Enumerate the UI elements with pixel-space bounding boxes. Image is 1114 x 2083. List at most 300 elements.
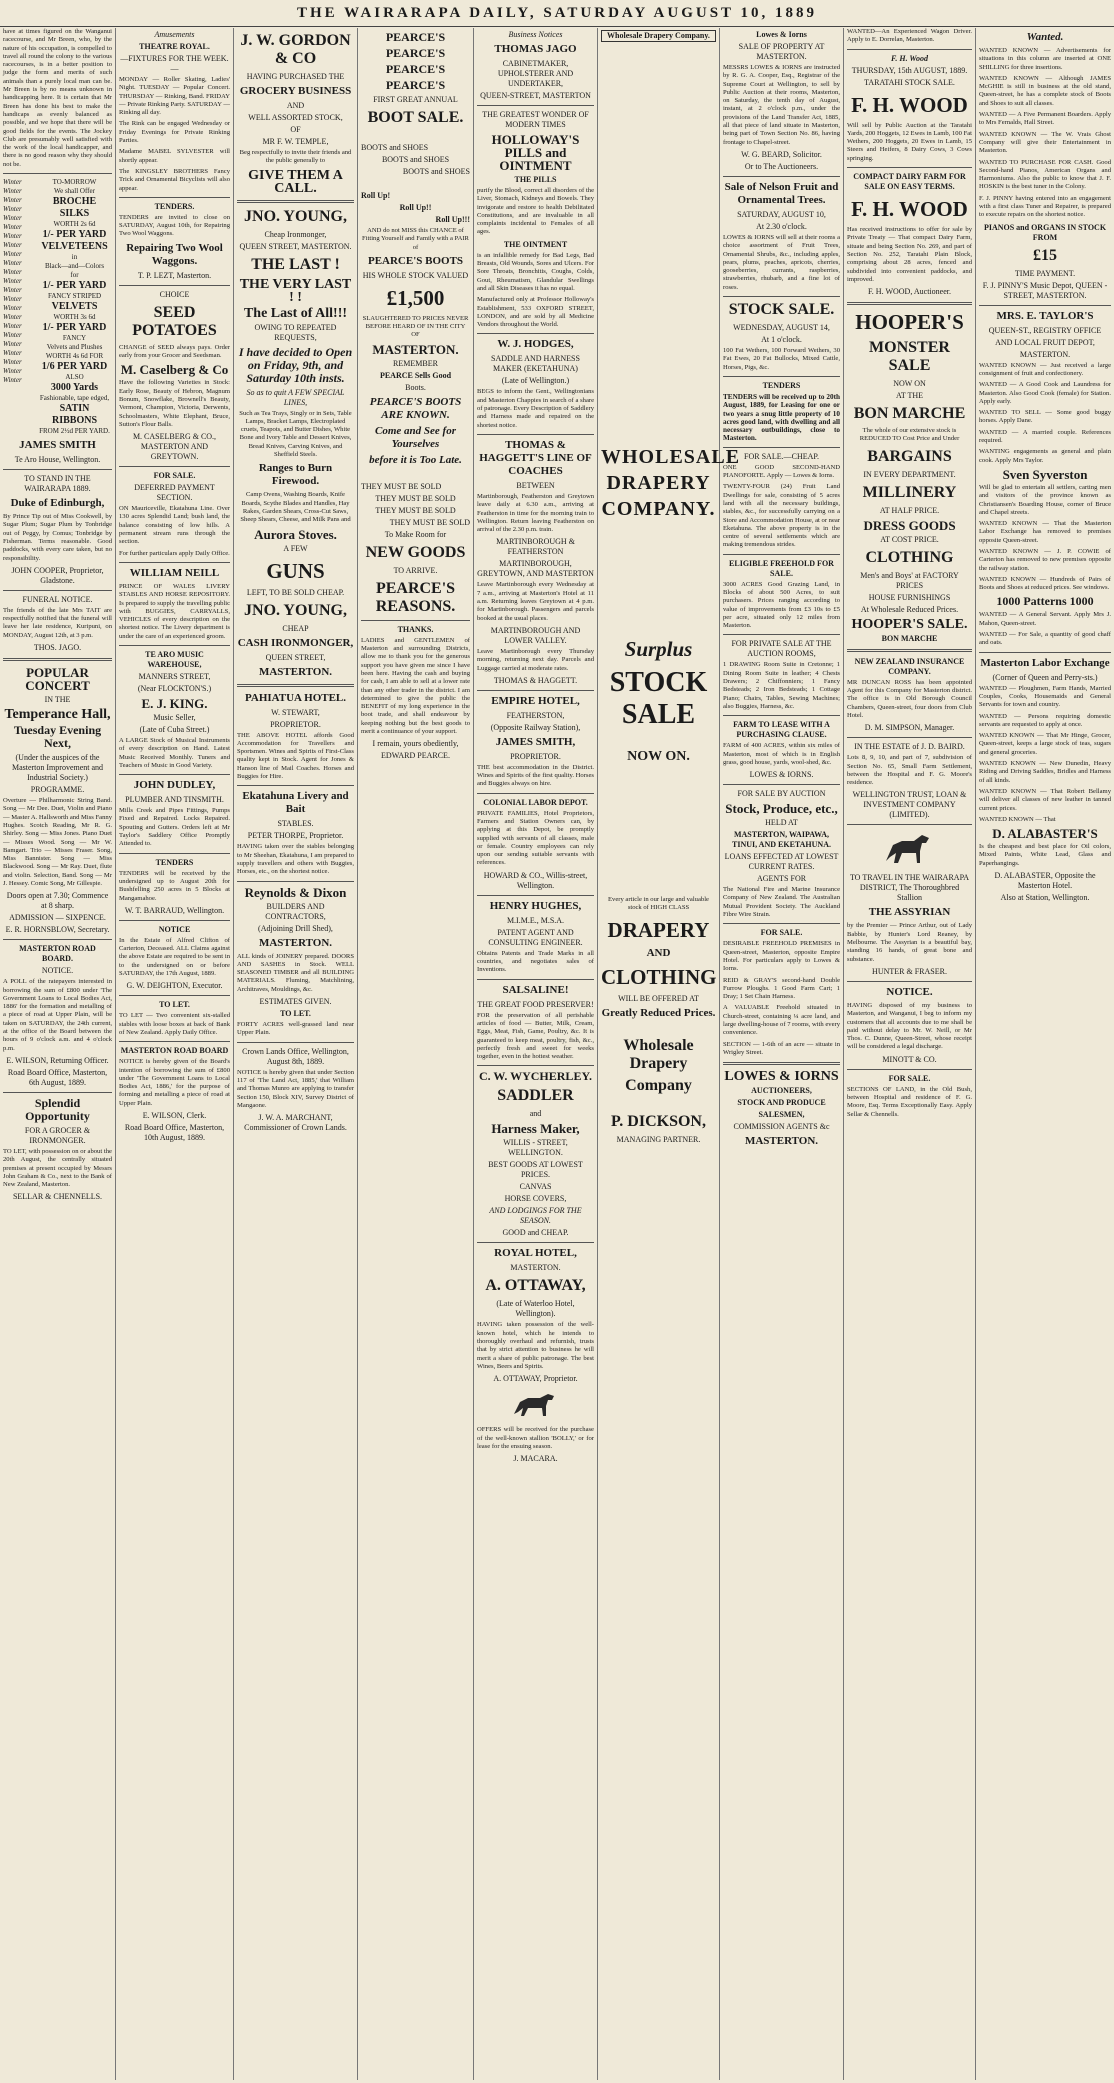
empire-sub: FEATHERSTON,	[506, 710, 565, 720]
wanted-4: WANTED KNOWN — The W. Vrais Ghost Company will give their Entertainment in Masterton.	[979, 130, 1111, 155]
winter-label: Winter	[3, 187, 22, 196]
dudley-heading: JOHN DUDLEY,	[133, 779, 216, 792]
column-4	[358, 28, 474, 2080]
wanted-13: WANTED KNOWN — J. P. COWIE of Carterton has removed to new premises opposite the railway station.	[979, 547, 1111, 572]
dudley-text: Mills Creek and Pipes Fittings, Pumps Fixed and Repaired. Locks Repaired. Spouting and Gutters. Orders left at Mr Taylor's Saddlery Office Promptly Attended to.	[119, 807, 230, 848]
theatre-text-3: Madame MABEL SYLVESTER will shortly appear.	[119, 148, 230, 164]
notice-heading: NOTICE.	[886, 985, 933, 998]
li-sale-heading: SALE OF PROPERTY AT MASTERTON.	[738, 42, 825, 61]
livery-text: HAVING taken over the stables belonging to Mr Sheehan, Ekatahuna, I am prepared to supply travellers and others with Buggies, Horses, etc., on the shortest notice.	[237, 843, 354, 876]
stock-item: 3000 Yards	[50, 382, 99, 394]
hotel-heading: PAHIATUA HOTEL.	[244, 691, 347, 704]
wanted-20: WANTED KNOWN — New Dunedin, Heavy Riding and Driving Saddles, Bridles and Harness of all kinds.	[979, 760, 1111, 784]
li-sig: LOWES & IORNS.	[749, 770, 814, 780]
horse-icon	[847, 829, 972, 869]
boots-shoes-2: BOOTS and SHOES	[381, 155, 450, 164]
empire-heading: EMPIRE HOTEL,	[491, 694, 580, 707]
stock-item: 1/6 PER YARD	[41, 361, 108, 373]
fh-big-2: F. H. WOOD	[851, 197, 968, 222]
concert-date: Tuesday Evening Next,	[13, 723, 102, 751]
king-text: A LARGE Stock of Musical Instruments of every description on Hand. Latest Music Received Monthly. Tuners and Teachers of Music in Good Variety.	[119, 736, 230, 769]
winter-label: Winter	[3, 259, 22, 268]
farm-heading: FARM TO LEASE WITH A PURCHASING CLAUSE.	[733, 720, 830, 740]
coach-by: THOMAS & HAGGETT.	[493, 675, 578, 685]
stallion-text: By Prince Tip out of Miss Cookwell, by Sugar Plum; Sugar Plum by Tonbridge out of Peggy, by Comus; Tonbridge by Fisherman. Terms reasonable. Good paddocks, with every care taken, but no responsibility.	[3, 513, 112, 562]
wycherley-and: and	[529, 1109, 542, 1119]
gordon-text-6: MR F. W. TEMPLE,	[262, 137, 329, 146]
half-price: AT HALF PRICE.	[879, 505, 940, 515]
winter-list	[3, 178, 37, 436]
caselberg-text: Have the following Varieties in Stock: Early Rose, Beauty of Hebron, Magnum Bonum, Snowflake, Brownell's Beauty, Vermont, Champion, Victoria, Derwents, Schoolmasters, White Elephant, Bruce, Sutton's Flour Balls.	[119, 379, 230, 428]
roll-up-3: Roll Up!!!	[435, 215, 470, 224]
li-header: Lowes & Iorns	[756, 30, 807, 39]
bon-marche-2: BON MARCHE	[881, 633, 938, 643]
wanted-7: WANTED KNOWN — Just received a large consignment of fruit and confectionery.	[979, 361, 1111, 377]
friday-text: I have decided to Open on Friday, 9th, and Saturday 10th insts.	[238, 344, 353, 385]
for-sale-text-2: For further particulars apply Daily Office.	[119, 549, 230, 557]
column-5	[474, 28, 598, 2080]
winter-label: Winter	[3, 367, 22, 376]
come-see: Come and See for Yourselves	[375, 424, 456, 450]
li-sale-text: MESSRS LOWES & IORNS are instructed by R. G. A. Cooper, Esq., Registrar of the Supreme Court at Wellington, to sell by Public Auction at their rooms, Masterton, on Saturday, the tenth day of August, instant, at 2 o'clock p.m., under the provisions of the Land Transfer Act, 1885, all that piece of land situate in Masterton, being part of Town Section No. 86, having frontage to Chapel-street.	[723, 64, 840, 146]
music-sub: MANNERS STREET,	[138, 671, 211, 681]
salsaline-sub: THE GREAT FOOD PRESERVER!	[477, 999, 594, 1009]
crown-by: J. W. A. MARCHANT, Commissioner of Crown Lands.	[244, 1113, 347, 1133]
drapery: DRAPERY	[607, 917, 710, 942]
concert-in: IN THE	[44, 695, 71, 705]
masthead-title: THE WAIRARAPA DAILY, SATURDAY AUGUST 10, 1889	[296, 4, 818, 21]
wanted-8: WANTED — A Good Cook and Laundress for Masterton. Also Good Cook (female) for Station. Apply early.	[979, 381, 1111, 405]
held-at: HELD AT	[765, 818, 798, 828]
li-big: LOWES & IORNS	[724, 1069, 839, 1085]
hooper-sale: HOOPER'S SALE.	[851, 616, 968, 632]
column-9	[976, 28, 1114, 2080]
winter-label: Winter	[3, 376, 22, 385]
james-smith-address: Te Aro House, Wellington.	[14, 455, 101, 465]
travel-name: THE ASSYRIAN	[868, 906, 951, 919]
stock-item: 1/- PER YARD	[42, 280, 107, 292]
hodges-sub: SADDLE AND HARNESS MAKER (EKETAHUNA)	[491, 354, 580, 374]
gordon-text-3: AND	[286, 101, 305, 110]
concert-venue: Temperance Hall,	[4, 707, 111, 723]
alabaster-location: Also at Station, Wellington.	[1000, 893, 1090, 902]
stock-item: FROM 2½d PER YARD.	[39, 427, 110, 436]
livery-sub: STABLES.	[277, 819, 314, 829]
concert-secretary: E. R. HORNSBLOW, Secretary.	[5, 925, 110, 935]
dudley-sub: PLUMBER AND TINSMITH.	[125, 795, 224, 805]
private-heading: FOR PRIVATE SALE AT THE AUCTION ROOMS,	[731, 639, 832, 659]
neill-heading: WILLIAM NEILL	[129, 566, 220, 579]
thanks-heading: THANKS.	[397, 624, 434, 634]
monster-sale: MONSTER SALE	[869, 339, 950, 375]
young2-sub: CHEAP	[282, 623, 309, 633]
stock-item: WORTH 3s 6d	[53, 313, 96, 322]
concert-auspices: (Under the auspices of the Masterton Improvement and Industrial Society.)	[11, 753, 104, 783]
stock-item: FANCY	[62, 334, 87, 343]
roll-up-2: Roll Up!!	[399, 203, 432, 212]
theatre-heading: THEATRE ROYAL.	[139, 42, 210, 51]
winter-label: Winter	[3, 286, 22, 295]
wanted-14: WANTED KNOWN — Hundreds of Pairs of Boots and Shoes at reduced prices. See windows.	[979, 575, 1111, 592]
winter-label: Winter	[3, 232, 22, 241]
syverston-heading: Sven Syverston	[1002, 466, 1088, 482]
li-town: MASTERTON.	[744, 1135, 819, 1148]
dickson-name: P. DICKSON,	[611, 1112, 706, 1130]
empire-name: JAMES SMITH,	[495, 735, 576, 748]
private-text: 1 DRAWING Room Suite in Cretonne; 1 Dining Room Suite in leather; 4 Chests Drawers; 2 Chiffonniers; 1 Fancy Bedsteads; 2 Iron Bedsteads; 1 Cottage Piano; Chairs, Tables, Sewing Machines; also Buggies, Harness, &c.	[723, 661, 840, 710]
fh-date: THURSDAY, 15th AUGUST, 1889.	[851, 65, 968, 75]
stock-sale-heading: STOCK SALE.	[728, 301, 835, 319]
gordon-heading: J. W. GORDON & CO	[240, 32, 351, 67]
concert-programme: PROGRAMME.	[30, 785, 85, 795]
sale-text: SECTIONS OF LAND, in the Old Bush, between Hospital and residence of F. G. Moore, Esq. Terms Exceptionally Easy. Apply Sellar & Chennells.	[847, 1085, 972, 1118]
concert-admission: ADMISSION — SIXPENCE.	[9, 913, 106, 923]
road2-text: NOTICE is hereby given of the Board's intention of borrowing the sum of £800 under 'The Government Loans to Local Bodies Act, 1886,' for the purpose of forming and metalling a piece of road at Upper Plain.	[119, 1058, 230, 1107]
taylor-heading: MRS. E. TAYLOR'S	[996, 309, 1094, 322]
nelson-heading: Sale of Nelson Fruit and Ornamental Trees.	[724, 180, 839, 206]
li-sale-auct: Or to The Auctioneers.	[744, 161, 819, 171]
tenders2-heading: TENDERS	[155, 857, 194, 867]
hotel-text: THE ABOVE HOTEL affords Good Accommodation for Travellers and Sportsmen. Wines and Spirits of First-Class quality kept in Stock. Agent for Jones & Hanson line of Mail Coaches. Horses and Buggies for Hire.	[237, 731, 354, 781]
li-commission: COMMISSION AGENTS &c	[733, 1122, 830, 1132]
piano-price: £15	[1033, 246, 1057, 264]
king-sub: Music Seller,	[153, 712, 196, 722]
young2-heading: JNO. YOUNG,	[244, 601, 347, 619]
to-let-heading: TO LET.	[159, 1000, 190, 1010]
road-board-notice: NOTICE.	[41, 966, 74, 976]
stock-item: ALSO	[65, 373, 84, 382]
theatre-text-2: The Rink can be engaged Wednesday or Friday Evenings for Private Rinking Parties.	[119, 120, 230, 145]
remember: REMEMBER	[393, 358, 438, 368]
jago-sub: CABINETMAKER, UPHOLSTERER AND UNDERTAKER,	[497, 59, 574, 88]
concert-doors: Doors open at 7.30; Commence at 8 sharp.	[6, 891, 109, 911]
compact-heading: COMPACT DAIRY FARM FOR SALE ON EASY TERMS.	[853, 172, 966, 192]
pianos-heading: PIANOS and ORGANS IN STOCK FROM	[983, 222, 1107, 242]
gordon-text-4: WELL ASSORTED STOCK,	[248, 113, 343, 122]
notice-heading: NOTICE	[158, 924, 191, 934]
labor-heading: Masterton Labor Exchange	[980, 656, 1110, 669]
winter-label: Winter	[3, 322, 22, 331]
stock-sale-date: WEDNESDAY, AUGUST 14,	[733, 323, 830, 333]
pearce-reasons: PEARCE'S REASONS.	[375, 579, 456, 615]
pearce-name: EDWARD PEARCE.	[381, 751, 450, 761]
li-sale-by: W. G. BEARD, Solicitor.	[741, 149, 822, 159]
young-sub: Cheap Ironmonger,	[264, 229, 327, 239]
splendid-opportunity: Splendid Opportunity	[25, 1095, 90, 1123]
winter-label: Winter	[3, 340, 22, 349]
road-board-date: Road Board Office, Masterton, 6th August, 1889.	[7, 1067, 108, 1087]
jago-heading: THOMAS JAGO	[494, 43, 577, 55]
winter-label: Winter	[3, 331, 22, 340]
cost-price: AT COST PRICE.	[880, 534, 939, 544]
wanted-5: WANTED TO PURCHASE FOR CASH. Good Second-hand Pianos, American Organs and Harmoniums. Also the public to know that J. F. HOSKIN is the best tuner in the Colony.	[979, 158, 1111, 191]
greatly-reduced: Greatly Reduced Prices.	[601, 1006, 716, 1019]
guns-heading: GUNS	[266, 558, 325, 583]
alabaster-sig: D. ALABASTER, Opposite the Masterton Hotel.	[994, 871, 1096, 890]
fh-big: F. H. WOOD	[851, 92, 968, 117]
pills-heading: THE PILLS	[514, 175, 557, 184]
splendid-text: TO LET, with possession on or about the 20th August, the centrally situated premises at present occupied by Messrs John Graham & Co., next to the Bank of New Zealand, Masterton.	[3, 1147, 112, 1189]
agents-text: The National Fire and Marine Insurance Company of New Zealand. The Australian Mutual Provident Society. The Auckland Fibre Wire Strain.	[723, 886, 840, 919]
king-heading: E. J. KING.	[141, 695, 208, 711]
ad-james-smith	[3, 178, 112, 436]
clothing-label: CLOTHING	[865, 548, 954, 566]
coach-route: MARTINBOROUGH & FEATHERSTON	[496, 537, 575, 557]
few-label: A FEW	[283, 543, 308, 553]
wanted-22: WANTED KNOWN — That	[979, 815, 1056, 823]
guns-sub: LEFT, TO BE SOLD CHEAP.	[246, 587, 345, 597]
notice-sig: MINOTT & CO.	[882, 1054, 937, 1064]
last-2: THE VERY LAST ! !	[239, 276, 352, 305]
splendid-sub: FOR A GROCER & IRONMONGER.	[24, 1125, 91, 1145]
boot-sale: BOOT SALE.	[367, 109, 464, 126]
taylor-sub: QUEEN-ST., REGISTRY OFFICE	[988, 325, 1102, 335]
wanted-2: WANTED KNOWN — Although JAMES McGHIE is still in business at the old stand, Queen-street, he has a complete stock of Boots and Shoes to suit all classes.	[979, 74, 1111, 107]
coach-route-2: MARTINBOROUGH, GREYTOWN, AND MASTERTON	[477, 559, 594, 579]
column-1	[0, 28, 116, 2080]
wanted-3: WANTED — A Five Permanent Boarders. Apply to Mrs Fernalds, Hall Street.	[979, 111, 1111, 127]
travel-text: by the Premier — Prince Arthur, out of Lady Babbie, by Hunter's Lord Reaney, by Melbourne. The Assyrian is a beautiful bay, standing 16 hands, of great bone and substance.	[847, 922, 972, 963]
stock-item: BROCHE SILKS	[52, 196, 97, 220]
pinny-depot: F. J. PINNY'S Music Depot, QUEEN - STREET, MASTERTON.	[982, 280, 1108, 300]
boots-shoes-1: BOOTS and SHOES	[361, 143, 429, 152]
reynolds-heading: Reynolds & Dixon	[244, 884, 347, 900]
theatre-sub: —FIXTURES FOR THE WEEK.—	[120, 54, 229, 73]
caselberg-heading: M. Caselberg & Co	[120, 362, 229, 378]
stock-item: for	[70, 271, 79, 280]
for-sale-text: ON Mauriceville, Ekatahuna Line. Over 130 acres Splendid Land; bush land, the balance consisting of low hills. A permanent stream runs through the section.	[119, 505, 230, 546]
amusements-heading: Amusements	[154, 30, 195, 39]
column-8	[844, 28, 976, 2080]
gordon-text-5: OF	[290, 125, 301, 134]
winter-label: Winter	[3, 304, 22, 313]
eligible-heading: ELIGIBLE FREEHOLD FOR SALE.	[729, 558, 834, 578]
new-goods: NEW GOODS	[365, 543, 466, 561]
ottaway-name: A. OTTAWAY,	[485, 1277, 586, 1295]
young-sub-2: QUEEN STREET, MASTERTON.	[239, 241, 352, 251]
gordon-text: HAVING PURCHASED THE	[246, 72, 345, 81]
estate-heading: IN THE ESTATE of J. D. BAIRD.	[854, 742, 965, 752]
li-stock: STOCK AND PRODUCE	[737, 1098, 826, 1108]
pills-text: purify the Blood, correct all disorders of the Liver, Stomach, Kidneys and Bowels. They invigorate and restore to health Debilitated Constitutions, and are invaluable in all complaints incidental to Females of all ages.	[477, 187, 594, 236]
stock-item: TO-MORROW	[52, 178, 97, 187]
whole-stock: HIS WHOLE STOCK VALUED	[362, 270, 469, 280]
stock-item: WORTH 4s 6d FOR	[45, 352, 104, 361]
wanted-17: WANTED — Ploughmen, Farm Hands, Married Couples, Cooks, Housemaids and General Servants for town and country.	[979, 684, 1111, 709]
miss-chance: AND do not MISS this CHANCE of Fitting Yourself and Family with a PAIR of	[362, 227, 469, 251]
wycherley-good: GOOD and CHEAP.	[502, 1228, 569, 1238]
lease-text: TENDERS will be received up to 20th August, 1889, for Leasing for one or two years a snug little property of 10 acres good land, with dwelling and all necessary outbuildings, close to Masterton.	[723, 392, 840, 443]
taylor-sub-3: MASTERTON.	[1019, 349, 1071, 359]
wycherley-heading: C. W. WYCHERLEY.	[478, 1069, 593, 1084]
stock-item: VELVETS	[51, 301, 98, 313]
boots-shoes-3: BOOTS and SHOES	[402, 167, 470, 176]
wanted-19: WANTED KNOWN — That Mr Hinge, Grocer, Queen-street, keeps a large stock of teas, sugars and general groceries.	[979, 732, 1111, 756]
news-story: have at times figured on the Wanganui racecourse, and Mr Breen, who, by the nature of his occupation, is compelled to travel all round the colony to the various racecourses, is in a better position to judge the form and merits of such animals than a purely local man can be. Mr Breen is by no means unknown in handicapping here. It is certain that Mr Breen has done his best to make the handicaps as evenly balanced as possible, and we hope that there will be good fields for the events. The Jockey Club are presumably well satisfied with the work of the local handicapper, and there is no good reason why they should not be.	[3, 28, 112, 168]
coach-text: Martinborough, Featherston and Greytown leave daily at 6.30 a.m., arriving at Featherston in time for the morning train to Wellington. Return leaving Featherston on arrival of the 2.30 p.m. train.	[477, 492, 594, 534]
pearce-heading-3: PEARCE'S	[385, 62, 446, 76]
valuable-text: A VALUABLE Freehold situated in Church-street, containing ¼ acre land, and large dwelling-house of 7 rooms, with every convenience.	[723, 1004, 840, 1037]
road2-by: E. WILSON, Clerk.	[142, 1111, 207, 1120]
holloway-heading: HOLLOWAY'S PILLS and OINTMENT	[491, 132, 580, 173]
concert-programme-text: Overture — Philharmonic String Band. Song — Mr Dee. Duet, Violin and Piano — Master A. Hallsworth and Miss Fanny Hughes. Scotch Reading, Mr R. G. Shirley. Song — Miss Jones. Piano Duet — Misses Wood. Song — Mr W. Bamgart. Trio — Misses Fraser. Song, Miss Bannister. Song — Miss Blackwood. Song — Mr Ray. Duet, flute and violin. Selection, Band. Song — Mr J. Hessey. Comic Song, Mr Gillespie.	[3, 797, 112, 887]
stock-item: VELVETEENS	[41, 241, 108, 253]
reynolds-sub-2: (Adjoining Drill Shed),	[258, 923, 333, 933]
must-sell-4: THEY MUST BE SOLD	[389, 517, 470, 527]
loans: LOANS EFFECTED AT LOWEST CURRENT RATES.	[724, 852, 839, 872]
fh-sig: F. H. WOOD, Auctioneer.	[868, 287, 951, 297]
for-sale-heading: FOR SALE.	[153, 471, 196, 481]
coach-between: BETWEEN	[516, 480, 555, 490]
winter-label: Winter	[3, 250, 22, 259]
patterns-heading: 1000 Patterns 1000	[996, 594, 1094, 609]
young2-sub-3: QUEEN STREET,	[265, 652, 326, 662]
taylor-sub-2: AND LOCAL FRUIT DEPOT,	[995, 337, 1095, 347]
offers-by: J. MACARA.	[513, 1454, 558, 1464]
mens-boys: Men's and Boys' at FACTORY PRICES	[860, 570, 959, 590]
time-payment: TIME PAYMENT.	[1014, 268, 1076, 278]
wanted-1: WANTED KNOWN — Advertisements for situations in this column are inserted at ONE SHILLING for three insertions.	[979, 47, 1111, 71]
tenders-by: T. P. LEZT, Masterton.	[137, 270, 212, 280]
li-auctioneers: AUCTIONEERS,	[751, 1086, 812, 1096]
wanted-heading: Wanted.	[1026, 31, 1064, 43]
stock-item: We shall Offer	[54, 187, 95, 196]
reynolds-text: ALL kinds of JOINERY prepared. DOORS AND SASHES in Stock. WELL SEASONED TIMBER and all BUILDING MATERIALS. Fluming, Matchlining, Architraves, Mouldings, &c.	[237, 952, 354, 993]
winter-label: Winter	[3, 295, 22, 304]
winter-label: Winter	[3, 205, 22, 214]
ottaway-sub: (Late of Waterloo Hotel, Wellington).	[496, 1299, 575, 1319]
stock-item: SATIN RIBBONS	[51, 403, 97, 427]
wycherley-address: WILLIS - STREET, WELLINGTON.	[503, 1138, 568, 1158]
nz-insurance-sig: D. M. SIMPSON, Manager.	[864, 723, 955, 733]
special-items: Such as Tea Trays, Singly or in Sets, Table Lamps, Bracket Lamps, Electroplated cruets, Teapots, and Butter Dishes, White Bone and Ivory Table and Dessert Knives, Bread Knives, Carving Knives, and Sheffield Steels.	[239, 409, 352, 459]
eligible-text: 3000 ACRES Good Grazing Land, in Blocks of about 500 Acres, to suit purchasers. Prices ranging according to value of improvements from £3 10s to £5 per acre, situated only 12 miles from Masterton.	[723, 580, 840, 630]
winter-label: Winter	[3, 214, 22, 223]
colonial-heading: COLONIAL LABOR DEPOT.	[483, 797, 588, 807]
tenders2-by: W. T. BARRAUD, Wellington.	[124, 905, 225, 915]
nelson-time: At 2.30 o'clock.	[756, 221, 807, 231]
wycherley-saddler: SADDLER	[497, 1087, 574, 1105]
alabaster-text: Is the cheapest and best place for Oil colors, Mixed Paints, White Lead, Glass and Paperhangings.	[979, 843, 1111, 867]
travel-heading: TO TRAVEL IN THE WAIRARAPA DISTRICT, The Thoroughbred Stallion	[849, 873, 970, 903]
splendid-by: SELLAR & CHENNELLS.	[12, 1192, 103, 1202]
jago-sub-2: QUEEN-STREET, MASTERTON	[480, 91, 591, 100]
hughes-text: Obtains Patents and Trade Marks in all countries, and negotiates sales of Inventions.	[477, 949, 594, 974]
stock-item: 1/- PER YARD	[42, 229, 107, 241]
hodges-heading: W. J. HODGES,	[497, 338, 574, 351]
winter-label: Winter	[3, 358, 22, 367]
ointment-text: is an infallible remedy for Bad Legs, Bad Breasts, Old Wounds, Sores and Ulcers. For Sore Throats, Bronchitis, Coughs, Colds, Gout, Rheumatism, Glandular Swellings and all Skin Diseases it has no equal.	[477, 251, 594, 292]
nelson-text: LOWES & IORNS will sell at their rooms a choice assortment of Fruit Trees, Ornamental Shrubs, &c., including apples, pears, plums, peaches, apricots, cherries, gooseberries, currants, raspberries, strawberries, rhubarb, and a fine lot of roses.	[723, 233, 840, 291]
dress-goods: DRESS GOODS	[863, 517, 956, 533]
ottaway-sig: A. OTTAWAY, Proprietor.	[493, 1374, 578, 1384]
wonder-heading: THE GREATEST WONDER OF MODERN TIMES	[482, 110, 589, 129]
stock-sale: STOCK SALE	[609, 667, 708, 730]
fh-sub: TARATAHI STOCK SALE.	[864, 77, 955, 87]
stock-item: FANCY STRIPED	[47, 292, 102, 301]
must-sell-2: THEY MUST BE SOLD	[375, 493, 456, 503]
wd-name-2: Wholesale Drapery	[623, 1036, 694, 1072]
caselberg-sig: M. CASELBERG & CO., MASTERTON AND GREYTOWN.	[132, 432, 217, 462]
road2-heading: MASTERTON ROAD BOARD	[120, 1046, 229, 1056]
theatre-text: MONDAY — Roller Skating, Ladies' Night. TUESDAY — Popular Concert. THURSDAY — Rinking, Band. FRIDAY — Private Rinking Party. SATURDAY — Rinking all day.	[119, 76, 230, 117]
notice-by: G. W. DEIGHTON, Executor.	[126, 981, 223, 991]
young-heading: JNO. YOUNG,	[244, 207, 347, 225]
aurora-heading: Aurora Stoves.	[254, 526, 337, 542]
wanted-driver: WANTED—An Experienced Wagon Driver. Apply to E. Dorrelan, Masterton.	[847, 28, 972, 44]
travel-sig: HUNTER & FRASER.	[872, 966, 947, 976]
tenders-text: TENDERS are invited to close on SATURDAY, August 10th, for Repairing Two Wool Waggons.	[119, 213, 230, 238]
bon-marche: BON MARCHE	[853, 405, 966, 423]
gordon-text-2: GROCERY BUSINESS	[239, 85, 352, 97]
coach-text-3: Leave Martinborough every Thursday morning, returning next day. Parcels and Luggage carried at moderate rates.	[477, 647, 594, 672]
tenders-heading: TENDERS.	[154, 201, 195, 211]
pearce-sign-off: I remain, yours obediently,	[372, 739, 459, 749]
wanted-21: WANTED KNOWN — That Robert Bellamy will deliver all classes of new leather in tanned current prices.	[979, 787, 1111, 812]
funeral-heading: FUNERAL NOTICE.	[22, 594, 93, 604]
house-furnishings: HOUSE FURNISHINGS	[868, 592, 951, 602]
boots-known: PEARCE'S BOOTS ARE KNOWN.	[369, 395, 462, 421]
crown-heading: Crown Lands Office, Wellington, August 8th, 1889.	[242, 1046, 349, 1066]
winter-label: Winter	[3, 223, 22, 232]
empire-text: THE best accommodation in the District. Wines and Spirits of the first quality. Horses and Buggies always on hire.	[477, 763, 594, 788]
stallion-heading: TO STAND IN THE WAIRARAPA 1889.	[24, 474, 91, 494]
last-1: THE LAST !	[251, 255, 340, 273]
bargains: BARGAINS	[867, 447, 952, 465]
every-article: Every article in our large and valuable stock of HIGH CLASS	[608, 896, 709, 912]
pearce-boots: PEARCE'S BOOTS	[367, 254, 464, 267]
pearce-heading-1: PEARCE'S	[385, 30, 446, 44]
sale2-heading: FOR SALE.	[760, 928, 803, 938]
coach-route-3: MARTINBOROUGH AND LOWER VALLEY.	[490, 625, 581, 645]
surplus: Surplus	[624, 637, 693, 661]
funeral-by: THOS. JAGO.	[33, 643, 82, 653]
wd-header: Wholesale Drapery Company.	[601, 30, 716, 42]
wanted-10: WANTED — A married couple. References required.	[979, 428, 1111, 445]
stock-item: Velvets and Plushes	[46, 343, 103, 352]
piano-heading: FOR SALE.—CHEAP.	[744, 451, 819, 461]
salsaline-text: FOR the preservation of all perishable articles of food — Butter, Milk, Cream, Eggs, Meat, Fish, Game, Poultry, &c. It is guaranteed to keep meat, poultry, fish, &c., perfectly fresh and sweet for weeks together, even in the hottest weather.	[477, 1011, 594, 1061]
road-board-by: E. WILSON, Returning Officer.	[6, 1055, 109, 1065]
horse-icon	[477, 1388, 594, 1422]
column-2	[116, 28, 234, 2080]
coach-text-2: Leave Martinborough every Wednesday at 7 a.m., arriving at Masterton's Hotel at 11 a.m. Returning leaves Greytown at 4 p.m. for Martinborough. Passengers and parcels booked at the usual places.	[477, 581, 594, 622]
wd-big-title: WHOLESALE DRAPERY COMPANY.	[601, 446, 741, 520]
lease-heading: TENDERS	[762, 380, 801, 390]
masthead	[0, 0, 1114, 27]
stock-sale-time: At 1 o'clock.	[761, 335, 802, 345]
must-sell-1: THEY MUST BE SOLD	[361, 481, 442, 491]
notice-text: HAVING disposed of my business to Masterton, and Wanganui, I beg to inform my customers that all accounts due to me shall be paid without delay to Mr. W. Neill, or Mr Thos. C. Dunne, Queen-Street, whose receipt will be considered a legal discharge.	[847, 1001, 972, 1051]
reid-text: REID & GRAY'S second-hand Double Furrow Ploughs. 1 Good Farm Cart; 1 Dray; 1 Set Chain Harness.	[723, 976, 840, 1001]
offered-at: WILL BE OFFERED AT	[618, 993, 699, 1003]
and-word: AND	[646, 946, 671, 959]
road-board-heading: MASTERTON ROAD BOARD.	[19, 944, 96, 964]
too-late: before it is Too Late.	[369, 453, 462, 466]
empire-proprietor: PROPRIETOR.	[510, 751, 561, 761]
syverston-text: Will be glad to entertain all settlers, carting men and visitors of the province known as Christiansen's Boarding House, corner of Bruce and Chapel streets.	[979, 483, 1111, 516]
bon-text: The whole of our extensive stock is REDUCED TO Cost Price and Under	[859, 427, 960, 443]
stock-sale-list: 100 Fat Wethers, 100 Forward Wethers, 30 Fat Ewes, 20 Fat Bullocks, Mixed Cattle, Horses, Pigs, &c.	[723, 347, 840, 371]
thanks-text: LADIES and GENTLEMEN of Masterton and surrounding Districts, allow me to thank you for the generous support you have given me since I have been here. Having the cash and buying for cash, I am able to sell at a lower rate than any other trader in the district. I am determined to give the public the BENEFIT of my long experience in the boot trade, and shall endeavour by keeping nothing but the best goods to merit a continuance of your support.	[361, 636, 470, 736]
column-3	[234, 28, 358, 2080]
music-sub-2: (Near FLOCKTON'S.)	[137, 683, 212, 693]
seed-potatoes-heading: SEED POTATOES	[132, 303, 217, 339]
wanted-6: F. J. PINNY having entered into an engagement with a first class Tuner and Repairer, is prepared to execute repairs on the shortest notice.	[979, 194, 1111, 219]
hotel-sub-2: PROPRIETOR.	[270, 719, 321, 729]
stock-item: WORTH 2s 6d	[53, 220, 96, 229]
stallion-name: Duke of Edinburgh,	[10, 497, 105, 510]
